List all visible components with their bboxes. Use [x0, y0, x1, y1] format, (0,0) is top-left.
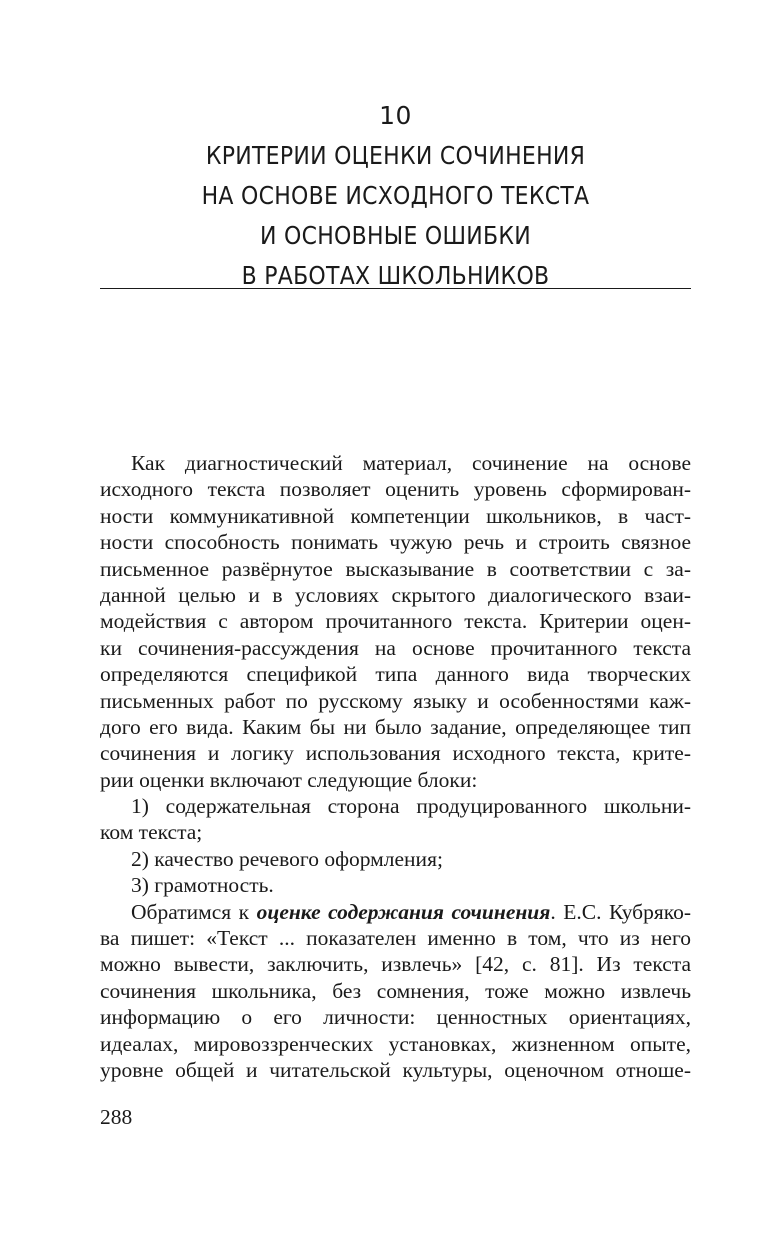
text-line: уровне общей и читательской культуры, оценочном отноше-	[100, 1057, 691, 1082]
text-line: дого его вида. Каким бы ни было задание, определяющее тип	[100, 714, 691, 739]
text-line: письменных работ по русскому языку и особенностями каж-	[100, 688, 691, 713]
list-item-1: 1) содержательная сторона продуцированного школьни-	[131, 794, 691, 819]
text-line: данной целью и в условиях скрытого диалогического взаи-	[100, 582, 691, 607]
text-line: письменное развёрнутое высказывание в соответствии с за-	[100, 556, 691, 581]
text-line: Как диагностический материал, сочинение на основе	[131, 451, 691, 475]
text-line: рии оценки включают следующие блоки:	[100, 767, 478, 792]
text-line: сочинения и логику использования исходного текста, крите-	[100, 741, 691, 766]
text-run: Обратимся к	[131, 899, 257, 924]
text-line	[100, 899, 691, 925]
text-line: информацию о его личности: ценностных ориентациях,	[100, 1005, 691, 1030]
text-line: ности коммуникативной компетенции школьников, в част-	[100, 503, 691, 528]
page-number: 288	[100, 1105, 133, 1129]
text-run: . Е.С. Кубряко-	[550, 899, 691, 924]
chapter-header	[100, 96, 691, 296]
text-line: ва пишет: «Текст ... показателен именно в том, что из него	[100, 926, 691, 951]
body-text	[100, 450, 691, 1083]
list-item-1-cont: ком текста;	[100, 820, 203, 845]
list-item-3: 3) грамотность.	[131, 873, 274, 898]
text-line: идеалах, мировоззренческих установках, жизненном опыте,	[100, 1031, 691, 1056]
emphasis-term: оценке содержания сочинения	[256, 899, 551, 924]
chapter-title-line-1: КРИТЕРИИ ОЦЕНКИ СОЧИНЕНИЯ	[205, 141, 586, 170]
chapter-title-line-2: НА ОСНОВЕ ИСХОДНОГО ТЕКСТА	[201, 181, 590, 210]
text-line: исходного текста позволяет оценить уровень сформирован-	[100, 477, 691, 502]
chapter-number: 10	[379, 101, 412, 130]
text-line: определяются спецификой типа данного вида творческих	[100, 662, 691, 687]
title-divider	[100, 288, 691, 289]
text-line: можно вывести, заключить, извлечь» [42, с. 81]. Из текста	[100, 952, 691, 977]
text-line: сочинения школьника, без сомнения, тоже можно извлечь	[100, 978, 691, 1003]
chapter-title-line-4: В РАБОТАХ ШКОЛЬНИКОВ	[241, 261, 550, 290]
text-line: ки сочинения-рассуждения на основе прочитанного текста	[100, 635, 691, 660]
chapter-title-line-3: И ОСНОВНЫЕ ОШИБКИ	[260, 221, 531, 250]
list-item-2: 2) качество речевого оформления;	[131, 846, 443, 871]
text-line: модействия с автором прочитанного текста. Критерии оцен-	[100, 609, 691, 634]
text-line: ности способность понимать чужую речь и строить связное	[100, 530, 691, 555]
